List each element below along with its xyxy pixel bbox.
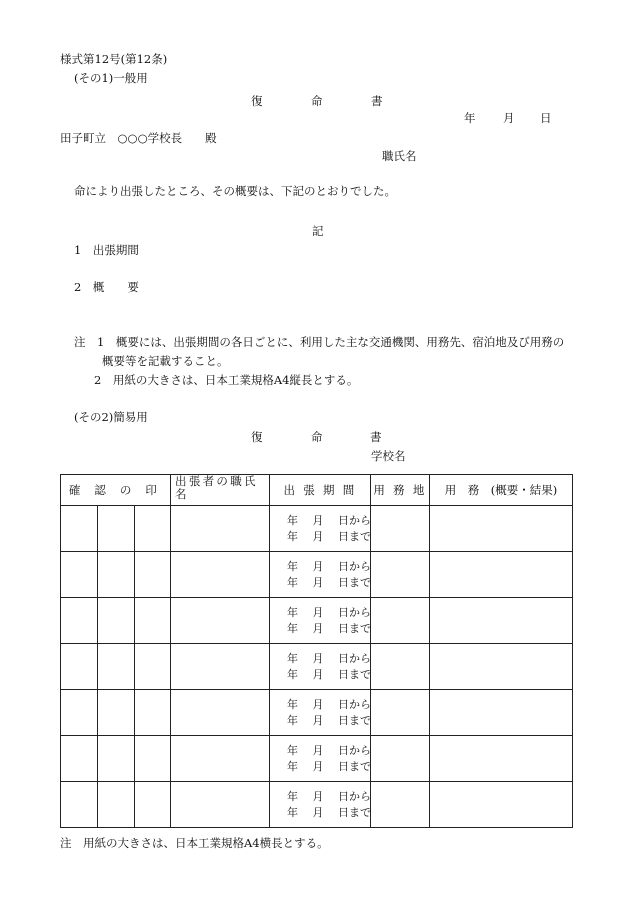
seal-cell-1[interactable] (61, 552, 98, 598)
addressee: 田子町立 ○○○学校長 殿 (60, 131, 217, 145)
seal-cell-3[interactable] (135, 598, 171, 644)
title2-char-3: 書 (370, 430, 382, 444)
item-travel-period: 1 出張期間 (74, 243, 139, 257)
intro-text: 命により出張したところ、その概要は、下記のとおりでした。 (74, 184, 396, 198)
period-to-text: 年 月 日まで (287, 713, 372, 727)
table-header-row (61, 475, 573, 506)
period-to-text: 年 月 日まで (287, 805, 372, 819)
period-cell (270, 690, 371, 736)
seal-cell-1[interactable] (61, 644, 98, 690)
note2: 2 用紙の大きさは、日本工業規格A4縦長とする。 (94, 373, 359, 387)
date-month: 月 (503, 111, 515, 125)
part1-label: (その1)一般用 (74, 71, 148, 85)
period-from-text: 年 月 日から (287, 743, 372, 757)
period-cell (270, 644, 371, 690)
seal-cell-2[interactable] (98, 552, 135, 598)
traveler-cell[interactable] (171, 552, 270, 598)
place-cell[interactable] (371, 506, 430, 552)
period-cell (270, 506, 371, 552)
ki-label: 記 (312, 224, 324, 238)
period-cell (270, 598, 371, 644)
seal-cell-3[interactable] (135, 782, 171, 828)
place-cell[interactable] (371, 598, 430, 644)
seal-cell-2[interactable] (98, 598, 135, 644)
business-cell[interactable] (430, 552, 573, 598)
place-cell[interactable] (371, 736, 430, 782)
seal-cell-2[interactable] (98, 644, 135, 690)
title2-char-2: 命 (311, 430, 323, 444)
traveler-cell[interactable] (171, 598, 270, 644)
date-year: 年 (464, 111, 476, 125)
period-to-text: 年 月 日まで (287, 529, 372, 543)
note1-line1: 注 1 概要には、出張期間の各日ごとに、利用した主な交通機関、用務先、宿泊地及び用務の (74, 335, 565, 349)
item-summary: 2 概 要 (74, 280, 139, 294)
seal-cell-1[interactable] (61, 782, 98, 828)
traveler-cell[interactable] (171, 782, 270, 828)
title-char-3: 書 (371, 94, 383, 108)
form-number: 様式第12号(第12条) (60, 52, 168, 66)
header-traveler-name: 出張者の職氏名 (171, 475, 270, 506)
period-from-text: 年 月 日から (287, 651, 372, 665)
part2-note: 注 用紙の大きさは、日本工業規格A4横長とする。 (60, 836, 329, 850)
traveler-cell[interactable] (171, 690, 270, 736)
seal-cell-3[interactable] (135, 552, 171, 598)
place-cell[interactable] (371, 782, 430, 828)
business-cell[interactable] (430, 598, 573, 644)
header-confirm-seal: 確 認 の 印 (61, 475, 171, 506)
seal-cell-3[interactable] (135, 644, 171, 690)
seal-cell-3[interactable] (135, 690, 171, 736)
table-row (61, 598, 573, 644)
seal-cell-3[interactable] (135, 736, 171, 782)
business-cell[interactable] (430, 644, 573, 690)
period-from-text: 年 月 日から (287, 513, 372, 527)
period-to-text: 年 月 日まで (287, 667, 372, 681)
date-day: 日 (540, 111, 552, 125)
period-from-text: 年 月 日から (287, 697, 372, 711)
title2-char-1: 復 (251, 430, 263, 444)
table-row (61, 690, 573, 736)
seal-cell-1[interactable] (61, 506, 98, 552)
table-row (61, 506, 573, 552)
title-char-2: 命 (311, 94, 323, 108)
business-cell[interactable] (430, 736, 573, 782)
seal-cell-1[interactable] (61, 690, 98, 736)
seal-cell-2[interactable] (98, 736, 135, 782)
seal-cell-2[interactable] (98, 690, 135, 736)
note1-line2: 概要等を記載すること。 (102, 354, 229, 368)
period-from-text: 年 月 日から (287, 789, 372, 803)
business-cell[interactable] (430, 506, 573, 552)
business-cell[interactable] (430, 690, 573, 736)
traveler-cell[interactable] (171, 644, 270, 690)
seal-cell-3[interactable] (135, 506, 171, 552)
traveler-cell[interactable] (171, 736, 270, 782)
period-cell (270, 736, 371, 782)
period-from-text: 年 月 日から (287, 605, 372, 619)
official-name-label: 職氏名 (382, 149, 417, 163)
period-to-text: 年 月 日まで (287, 575, 372, 589)
report-table (60, 474, 573, 828)
table-row (61, 782, 573, 828)
school-name-label: 学校名 (371, 449, 406, 463)
table-row (61, 552, 573, 598)
seal-cell-1[interactable] (61, 598, 98, 644)
period-cell (270, 552, 371, 598)
period-cell (270, 782, 371, 828)
period-to-text: 年 月 日まで (287, 621, 372, 635)
table-row (61, 736, 573, 782)
business-cell[interactable] (430, 782, 573, 828)
header-business-summary: 用 務 (概要・結果) (430, 475, 573, 506)
part2-label: (その2)簡易用 (74, 410, 148, 424)
header-travel-period: 出 張 期 間 (270, 475, 371, 506)
place-cell[interactable] (371, 690, 430, 736)
header-business-place: 用 務 地 (371, 475, 430, 506)
period-from-text: 年 月 日から (287, 559, 372, 573)
table-row (61, 644, 573, 690)
seal-cell-2[interactable] (98, 782, 135, 828)
place-cell[interactable] (371, 644, 430, 690)
place-cell[interactable] (371, 552, 430, 598)
traveler-cell[interactable] (171, 506, 270, 552)
seal-cell-1[interactable] (61, 736, 98, 782)
title-char-1: 復 (251, 94, 263, 108)
seal-cell-2[interactable] (98, 506, 135, 552)
period-to-text: 年 月 日まで (287, 759, 372, 773)
